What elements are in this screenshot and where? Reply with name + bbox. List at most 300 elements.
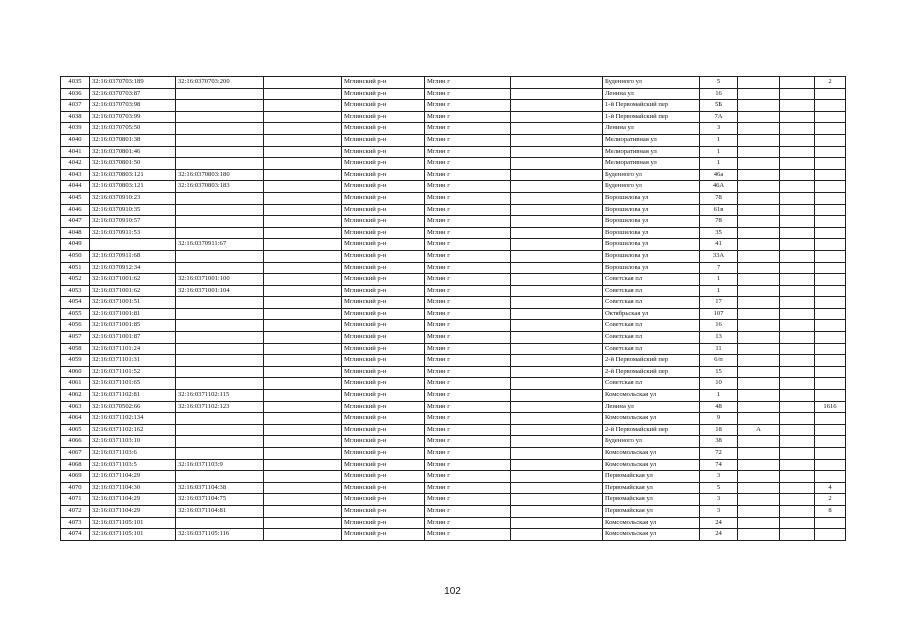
blank-cell [511, 216, 603, 228]
building-letter-cell [738, 517, 780, 529]
building-letter-cell [738, 459, 780, 471]
district-cell: Мглинский р-н [342, 111, 425, 123]
blank-cell [511, 424, 603, 436]
table-row [61, 204, 846, 216]
street-cell: Буденного ул [603, 169, 700, 181]
blank-cell [780, 517, 815, 529]
apartment-cell [815, 274, 846, 286]
building-letter-cell [738, 355, 780, 367]
table-row [61, 285, 846, 297]
table-row [61, 88, 846, 100]
blank-cell [780, 308, 815, 320]
blank-cell [264, 123, 342, 135]
building-letter-cell [738, 216, 780, 228]
blank-cell [511, 413, 603, 425]
district-cell: Мглинский р-н [342, 181, 425, 193]
building-letter-cell [738, 436, 780, 448]
house-number-cell: 78 [700, 216, 738, 228]
related-cadastral-cell [176, 366, 264, 378]
related-cadastral-cell [176, 332, 264, 344]
blank-cell [264, 169, 342, 181]
street-cell: Советская пл [603, 297, 700, 309]
building-letter-cell [738, 529, 780, 541]
district-cell: Мглинский р-н [342, 169, 425, 181]
house-number-cell: 17 [700, 297, 738, 309]
related-cadastral-cell: 32:16:0371105:116 [176, 529, 264, 541]
cadastral-number-cell [90, 239, 176, 251]
city-cell: Мглин г [425, 332, 511, 344]
house-number-cell: 1 [700, 134, 738, 146]
blank-cell [264, 88, 342, 100]
building-letter-cell [738, 308, 780, 320]
table-row [61, 378, 846, 390]
blank-cell [264, 448, 342, 460]
city-cell: Мглин г [425, 366, 511, 378]
district-cell: Мглинский р-н [342, 216, 425, 228]
building-letter-cell [738, 123, 780, 135]
building-letter-cell [738, 505, 780, 517]
blank-cell [264, 355, 342, 367]
table-row [61, 250, 846, 262]
cadastral-number-cell: 32:16:0370803:121 [90, 169, 176, 181]
blank-cell [511, 448, 603, 460]
blank-cell [511, 239, 603, 251]
city-cell: Мглин г [425, 250, 511, 262]
table-row [61, 471, 846, 483]
city-cell: Мглин г [425, 320, 511, 332]
row-number-cell: 4049 [61, 239, 90, 251]
house-number-cell: 7 [700, 262, 738, 274]
house-number-cell: 5 [700, 77, 738, 89]
city-cell: Мглин г [425, 204, 511, 216]
building-letter-cell [738, 169, 780, 181]
blank-cell [780, 436, 815, 448]
city-cell: Мглин г [425, 77, 511, 89]
blank-cell [780, 88, 815, 100]
city-cell: Мглин г [425, 517, 511, 529]
row-number-cell: 4047 [61, 216, 90, 228]
city-cell: Мглин г [425, 181, 511, 193]
district-cell: Мглинский р-н [342, 123, 425, 135]
district-cell: Мглинский р-н [342, 448, 425, 460]
table-row [61, 494, 846, 506]
related-cadastral-cell [176, 378, 264, 390]
cadastral-number-cell: 32:16:0370911:53 [90, 227, 176, 239]
city-cell: Мглин г [425, 285, 511, 297]
cadastral-number-cell: 32:16:0371001:81 [90, 308, 176, 320]
blank-cell [511, 158, 603, 170]
street-cell: Комсомольская ул [603, 448, 700, 460]
table-row [61, 297, 846, 309]
apartment-cell [815, 413, 846, 425]
row-number-cell: 4059 [61, 355, 90, 367]
street-cell: 1-й Первомайский пер [603, 111, 700, 123]
cadastral-number-cell: 32:16:0371101:24 [90, 343, 176, 355]
table-row [61, 77, 846, 89]
blank-cell [264, 482, 342, 494]
district-cell: Мглинский р-н [342, 88, 425, 100]
table-row [61, 169, 846, 181]
row-number-cell: 4061 [61, 378, 90, 390]
city-cell: Мглин г [425, 424, 511, 436]
apartment-cell [815, 111, 846, 123]
row-number-cell: 4070 [61, 482, 90, 494]
house-number-cell: 78 [700, 192, 738, 204]
city-cell: Мглин г [425, 262, 511, 274]
cadastral-number-cell: 32:16:0371101:31 [90, 355, 176, 367]
apartment-cell [815, 517, 846, 529]
building-letter-cell [738, 401, 780, 413]
street-cell: Комсомольская ул [603, 413, 700, 425]
blank-cell [511, 181, 603, 193]
row-number-cell: 4071 [61, 494, 90, 506]
blank-cell [780, 146, 815, 158]
district-cell: Мглинский р-н [342, 505, 425, 517]
building-letter-cell [738, 158, 780, 170]
city-cell: Мглин г [425, 529, 511, 541]
house-number-cell: 3 [700, 471, 738, 483]
blank-cell [264, 204, 342, 216]
district-cell: Мглинский р-н [342, 390, 425, 402]
house-number-cell: 5 [700, 482, 738, 494]
cadastral-number-cell: 32:16:0370801:46 [90, 146, 176, 158]
building-letter-cell [738, 239, 780, 251]
apartment-cell [815, 448, 846, 460]
blank-cell [264, 100, 342, 112]
apartment-cell [815, 320, 846, 332]
apartment-cell [815, 146, 846, 158]
cadastral-number-cell: 32:16:0371103:6 [90, 448, 176, 460]
building-letter-cell [738, 227, 780, 239]
district-cell: Мглинский р-н [342, 227, 425, 239]
blank-cell [511, 250, 603, 262]
building-letter-cell: А [738, 424, 780, 436]
city-cell: Мглин г [425, 111, 511, 123]
district-cell: Мглинский р-н [342, 192, 425, 204]
blank-cell [511, 459, 603, 471]
blank-cell [511, 482, 603, 494]
cadastral-number-cell: 32:16:0370911:68 [90, 250, 176, 262]
blank-cell [780, 77, 815, 89]
apartment-cell [815, 459, 846, 471]
blank-cell [511, 274, 603, 286]
row-number-cell: 4035 [61, 77, 90, 89]
table-row [61, 482, 846, 494]
related-cadastral-cell [176, 517, 264, 529]
street-cell: 2-й Первомайский пер [603, 366, 700, 378]
table-row [61, 401, 846, 413]
house-number-cell: 16 [700, 320, 738, 332]
related-cadastral-cell: 32:16:0371102:123 [176, 401, 264, 413]
blank-cell [511, 134, 603, 146]
street-cell: Советская пл [603, 285, 700, 297]
blank-cell [264, 366, 342, 378]
district-cell: Мглинский р-н [342, 332, 425, 344]
blank-cell [511, 332, 603, 344]
blank-cell [780, 158, 815, 170]
apartment-cell [815, 332, 846, 344]
table-row [61, 111, 846, 123]
building-letter-cell [738, 366, 780, 378]
city-cell: Мглин г [425, 274, 511, 286]
blank-cell [264, 343, 342, 355]
blank-cell [511, 471, 603, 483]
related-cadastral-cell [176, 320, 264, 332]
related-cadastral-cell: 32:16:0371104:38 [176, 482, 264, 494]
house-number-cell: 46А [700, 181, 738, 193]
cadastral-number-cell: 32:16:0371001:87 [90, 332, 176, 344]
building-letter-cell [738, 250, 780, 262]
house-number-cell: 61в [700, 204, 738, 216]
cadastral-number-cell: 32:16:0371101:52 [90, 366, 176, 378]
city-cell: Мглин г [425, 134, 511, 146]
street-cell: Буденного ул [603, 181, 700, 193]
apartment-cell [815, 123, 846, 135]
blank-cell [511, 355, 603, 367]
apartment-cell [815, 390, 846, 402]
building-letter-cell [738, 471, 780, 483]
blank-cell [780, 204, 815, 216]
blank-cell [780, 227, 815, 239]
cadastral-number-cell: 32:16:0371101:65 [90, 378, 176, 390]
row-number-cell: 4068 [61, 459, 90, 471]
blank-cell [780, 262, 815, 274]
building-letter-cell [738, 378, 780, 390]
building-letter-cell [738, 494, 780, 506]
district-cell: Мглинский р-н [342, 308, 425, 320]
blank-cell [264, 181, 342, 193]
cadastral-number-cell: 32:16:0370703:98 [90, 100, 176, 112]
cadastral-number-cell: 32:16:0371104:29 [90, 505, 176, 517]
cadastral-number-cell: 32:16:0371102:134 [90, 413, 176, 425]
blank-cell [264, 529, 342, 541]
blank-cell [780, 424, 815, 436]
related-cadastral-cell [176, 227, 264, 239]
blank-cell [780, 448, 815, 460]
street-cell: Ворошилова ул [603, 204, 700, 216]
street-cell: Ленина ул [603, 123, 700, 135]
blank-cell [264, 459, 342, 471]
cadastral-number-cell: 32:16:0371103:5 [90, 459, 176, 471]
apartment-cell [815, 88, 846, 100]
building-letter-cell [738, 204, 780, 216]
row-number-cell: 4069 [61, 471, 90, 483]
row-number-cell: 4055 [61, 308, 90, 320]
blank-cell [264, 192, 342, 204]
blank-cell [780, 169, 815, 181]
blank-cell [264, 216, 342, 228]
house-number-cell: 1 [700, 390, 738, 402]
street-cell: Мелиоративная ул [603, 146, 700, 158]
row-number-cell: 4048 [61, 227, 90, 239]
street-cell: Комсомольская ул [603, 529, 700, 541]
apartment-cell [815, 308, 846, 320]
row-number-cell: 4038 [61, 111, 90, 123]
city-cell: Мглин г [425, 216, 511, 228]
apartment-cell [815, 424, 846, 436]
blank-cell [264, 320, 342, 332]
cadastral-number-cell: 32:16:0371001:85 [90, 320, 176, 332]
blank-cell [511, 192, 603, 204]
street-cell: 1-й Первомайский пер [603, 100, 700, 112]
building-letter-cell [738, 262, 780, 274]
apartment-cell [815, 169, 846, 181]
blank-cell [511, 378, 603, 390]
house-number-cell: 1 [700, 158, 738, 170]
blank-cell [264, 146, 342, 158]
building-letter-cell [738, 274, 780, 286]
cadastral-number-cell: 32:16:0371105:101 [90, 529, 176, 541]
house-number-cell: 3 [700, 505, 738, 517]
street-cell: Первомайская ул [603, 482, 700, 494]
table-row [61, 320, 846, 332]
house-number-cell: 35 [700, 227, 738, 239]
house-number-cell: 3 [700, 494, 738, 506]
row-number-cell: 4045 [61, 192, 90, 204]
related-cadastral-cell: 32:16:0371001:100 [176, 274, 264, 286]
apartment-cell [815, 239, 846, 251]
apartment-cell: 4 [815, 482, 846, 494]
city-cell: Мглин г [425, 413, 511, 425]
blank-cell [780, 494, 815, 506]
table-row [61, 308, 846, 320]
blank-cell [511, 123, 603, 135]
street-cell: Ленина ул [603, 401, 700, 413]
blank-cell [264, 111, 342, 123]
blank-cell [264, 285, 342, 297]
blank-cell [264, 494, 342, 506]
blank-cell [780, 401, 815, 413]
house-number-cell: 6/п [700, 355, 738, 367]
blank-cell [780, 285, 815, 297]
cadastral-number-cell: 32:16:0370801:50 [90, 158, 176, 170]
registry-table [60, 76, 846, 541]
blank-cell [780, 343, 815, 355]
cadastral-number-cell: 32:16:0371001:51 [90, 297, 176, 309]
table-row [61, 424, 846, 436]
city-cell: Мглин г [425, 343, 511, 355]
blank-cell [780, 320, 815, 332]
apartment-cell [815, 262, 846, 274]
blank-cell [264, 505, 342, 517]
blank-cell [780, 366, 815, 378]
street-cell: Советская пл [603, 332, 700, 344]
row-number-cell: 4057 [61, 332, 90, 344]
related-cadastral-cell [176, 297, 264, 309]
row-number-cell: 4058 [61, 343, 90, 355]
house-number-cell: 46а [700, 169, 738, 181]
row-number-cell: 4063 [61, 401, 90, 413]
row-number-cell: 4046 [61, 204, 90, 216]
blank-cell [264, 401, 342, 413]
table-row [61, 216, 846, 228]
street-cell: Комсомольская ул [603, 459, 700, 471]
house-number-cell: 11 [700, 343, 738, 355]
house-number-cell: 24 [700, 529, 738, 541]
district-cell: Мглинский р-н [342, 274, 425, 286]
blank-cell [511, 146, 603, 158]
related-cadastral-cell [176, 250, 264, 262]
city-cell: Мглин г [425, 378, 511, 390]
district-cell: Мглинский р-н [342, 355, 425, 367]
blank-cell [780, 274, 815, 286]
apartment-cell [815, 285, 846, 297]
house-number-cell: 1 [700, 285, 738, 297]
street-cell: Первомайская ул [603, 494, 700, 506]
district-cell: Мглинский р-н [342, 517, 425, 529]
house-number-cell: 74 [700, 459, 738, 471]
street-cell: Комсомольская ул [603, 517, 700, 529]
cadastral-number-cell: 32:16:0371104:30 [90, 482, 176, 494]
street-cell: Первомайская ул [603, 505, 700, 517]
house-number-cell: 9 [700, 413, 738, 425]
cadastral-number-cell: 32:16:0370703:189 [90, 77, 176, 89]
cadastral-number-cell: 32:16:0370801:38 [90, 134, 176, 146]
street-cell: Ворошилова ул [603, 262, 700, 274]
blank-cell [511, 227, 603, 239]
blank-cell [511, 308, 603, 320]
city-cell: Мглин г [425, 123, 511, 135]
row-number-cell: 4064 [61, 413, 90, 425]
cadastral-number-cell: 32:16:0370703:99 [90, 111, 176, 123]
street-cell: Буденного ул [603, 77, 700, 89]
house-number-cell: 33А [700, 250, 738, 262]
row-number-cell: 4072 [61, 505, 90, 517]
table-row [61, 239, 846, 251]
district-cell: Мглинский р-н [342, 262, 425, 274]
related-cadastral-cell [176, 471, 264, 483]
blank-cell [264, 262, 342, 274]
district-cell: Мглинский р-н [342, 134, 425, 146]
city-cell: Мглин г [425, 146, 511, 158]
table-row [61, 192, 846, 204]
blank-cell [264, 471, 342, 483]
district-cell: Мглинский р-н [342, 239, 425, 251]
related-cadastral-cell [176, 424, 264, 436]
blank-cell [511, 401, 603, 413]
blank-cell [780, 471, 815, 483]
blank-cell [780, 355, 815, 367]
house-number-cell: 72 [700, 448, 738, 460]
blank-cell [511, 169, 603, 181]
blank-cell [264, 274, 342, 286]
blank-cell [780, 250, 815, 262]
blank-cell [264, 390, 342, 402]
street-cell: 2-й Первомайский пер [603, 424, 700, 436]
city-cell: Мглин г [425, 355, 511, 367]
row-number-cell: 4051 [61, 262, 90, 274]
blank-cell [264, 77, 342, 89]
cadastral-number-cell: 32:16:0370910:23 [90, 192, 176, 204]
district-cell: Мглинский р-н [342, 424, 425, 436]
related-cadastral-cell: 32:16:0371102:115 [176, 390, 264, 402]
district-cell: Мглинский р-н [342, 250, 425, 262]
building-letter-cell [738, 448, 780, 460]
house-number-cell: 15 [700, 366, 738, 378]
blank-cell [780, 332, 815, 344]
row-number-cell: 4074 [61, 529, 90, 541]
blank-cell [780, 413, 815, 425]
blank-cell [511, 262, 603, 274]
table-row [61, 100, 846, 112]
blank-cell [780, 482, 815, 494]
street-cell: 2-й Первомайский пер [603, 355, 700, 367]
row-number-cell: 4036 [61, 88, 90, 100]
blank-cell [264, 413, 342, 425]
building-letter-cell [738, 413, 780, 425]
related-cadastral-cell [176, 308, 264, 320]
row-number-cell: 4062 [61, 390, 90, 402]
